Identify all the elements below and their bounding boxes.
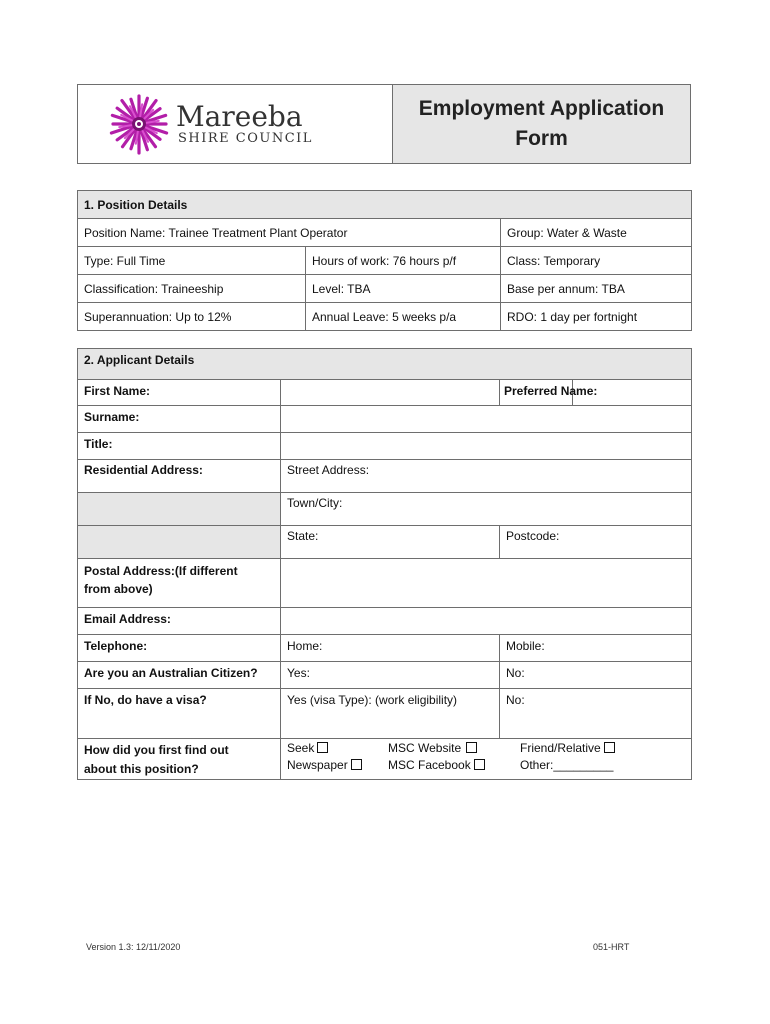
position-details-table (77, 190, 692, 331)
position-name: Position Name: Trainee Treatment Plant Operator (78, 219, 501, 247)
form-title-line1: Employment Application (418, 97, 665, 120)
source-question (78, 739, 281, 780)
source-question-line1: How did you first find out (84, 743, 229, 757)
option-msc-website[interactable] (388, 741, 520, 758)
option-other[interactable]: Other:_________ (520, 758, 614, 772)
position-type: Type: Full Time (78, 247, 306, 275)
form-title (393, 85, 691, 164)
first-name-label: First Name: (78, 380, 281, 406)
position-classification: Classification: Traineeship (78, 275, 306, 303)
surname-label: Surname: (78, 406, 281, 433)
option-newspaper[interactable] (287, 758, 388, 775)
position-hours: Hours of work: 76 hours p/f (306, 247, 501, 275)
citizen-question: Are you an Australian Citizen? (78, 662, 281, 689)
citizen-yes-field[interactable]: Yes: (281, 662, 500, 689)
option-msc-website-label: MSC Website (388, 741, 462, 755)
logo-subtitle: SHIRE COUNCIL (178, 130, 313, 146)
newspaper-checkbox[interactable] (351, 759, 362, 770)
logo-cell (78, 85, 393, 164)
email-label: Email Address: (78, 608, 281, 635)
position-group: Group: Water & Waste (501, 219, 692, 247)
title-label: Title: (78, 433, 281, 460)
option-newspaper-label: Newspaper (287, 758, 348, 772)
mobile-phone-field[interactable]: Mobile: (500, 635, 692, 662)
seek-checkbox[interactable] (317, 742, 328, 753)
postal-address-label-line1: Postal Address:(If different (84, 564, 238, 578)
source-options (281, 739, 692, 780)
msc-website-checkbox[interactable] (466, 742, 477, 753)
first-name-field[interactable] (281, 380, 500, 406)
residential-address-spacer (78, 526, 281, 559)
logo-name: Mareeba (176, 99, 303, 133)
email-field[interactable] (281, 608, 692, 635)
residential-address-spacer (78, 493, 281, 526)
visa-type-field[interactable]: Yes (visa Type): (work eligibility) (281, 689, 500, 739)
postcode-field[interactable]: Postcode: (500, 526, 692, 559)
position-superannuation: Superannuation: Up to 12% (78, 303, 306, 331)
form-title-line2: Form (515, 127, 568, 150)
source-question-line2: about this position? (84, 762, 199, 776)
title-field[interactable] (281, 433, 692, 460)
postal-address-label-line2: from above) (84, 582, 153, 596)
applicant-details-table (77, 348, 692, 780)
town-city-field[interactable]: Town/City: (281, 493, 692, 526)
option-seek-label: Seek (287, 741, 315, 755)
telephone-label: Telephone: (78, 635, 281, 662)
flower-logo-icon (108, 93, 170, 155)
position-class: Class: Temporary (501, 247, 692, 275)
postal-address-label (78, 559, 281, 608)
applicant-details-heading: 2. Applicant Details (78, 349, 692, 380)
form-code-footer: 051-HRT (593, 942, 630, 952)
visa-no-field[interactable]: No: (500, 689, 692, 739)
surname-field[interactable] (281, 406, 692, 433)
option-seek[interactable] (287, 741, 388, 758)
visa-question: If No, do have a visa? (78, 689, 281, 739)
residential-address-label: Residential Address: (78, 460, 281, 493)
version-footer: Version 1.3: 12/11/2020 (86, 942, 181, 952)
preferred-name-label: Preferred Name: (500, 380, 573, 406)
msc-facebook-checkbox[interactable] (474, 759, 485, 770)
position-level: Level: TBA (306, 275, 501, 303)
home-phone-field[interactable]: Home: (281, 635, 500, 662)
citizen-no-field[interactable]: No: (500, 662, 692, 689)
option-msc-facebook[interactable] (388, 758, 520, 775)
street-address-field[interactable]: Street Address: (281, 460, 692, 493)
state-field[interactable]: State: (281, 526, 500, 559)
form-header (77, 84, 691, 164)
position-annual-leave: Annual Leave: 5 weeks p/a (306, 303, 501, 331)
option-friend-relative-label: Friend/Relative (520, 741, 601, 755)
position-base-pay: Base per annum: TBA (501, 275, 692, 303)
postal-address-field[interactable] (281, 559, 692, 608)
friend-relative-checkbox[interactable] (604, 742, 615, 753)
option-msc-facebook-label: MSC Facebook (388, 758, 471, 772)
position-rdo: RDO: 1 day per fortnight (501, 303, 692, 331)
position-details-heading: 1. Position Details (78, 191, 692, 219)
option-friend-relative[interactable] (520, 741, 615, 758)
